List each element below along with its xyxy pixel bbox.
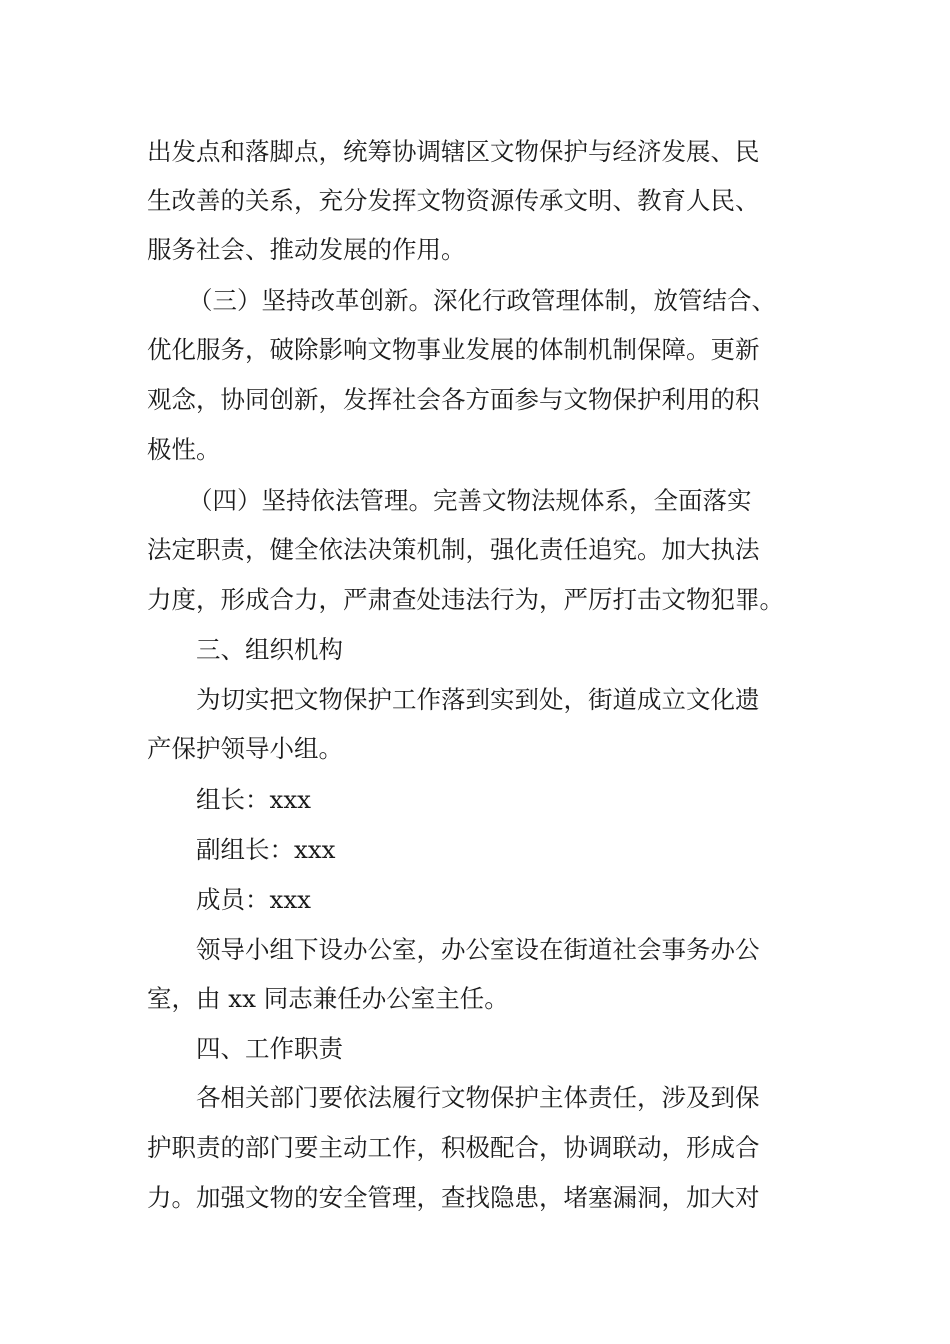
paragraph-line: 护职责的部门要主动工作，积极配合，协调联动，形成合 (147, 1133, 760, 1162)
paragraph-line: 优化服务，破除影响文物事业发展的体制机制保障。更新 (147, 335, 760, 364)
paragraph-line: 为切实把文物保护工作落到实到处，街道成立文化遗 (196, 685, 760, 714)
section-heading: 四、工作职责 (196, 1034, 343, 1063)
paragraph-line: 生改善的关系，充分发挥文物资源传承文明、教育人民、 (147, 186, 760, 215)
paragraph-line: 各相关部门要依法履行文物保护主体责任，涉及到保 (196, 1083, 760, 1112)
paragraph-line: 产保护领导小组。 (147, 734, 343, 763)
section-heading: 三、组织机构 (196, 635, 343, 664)
paragraph-line: 领导小组下设办公室，办公室设在街道社会事务办公 (196, 935, 760, 964)
paragraph-line: 观念，协同创新，发挥社会各方面参与文物保护利用的积 (147, 385, 760, 414)
paragraph-line: 室，由 xx 同志兼任办公室主任。 (147, 984, 509, 1013)
paragraph-line: （三）坚持改革创新。深化行政管理体制，放管结合、 (188, 286, 776, 315)
paragraph-line: 力。加强文物的安全管理，查找隐患，堵塞漏洞，加大对 (147, 1183, 760, 1212)
paragraph-line: 极性。 (147, 435, 221, 464)
member-line: 组长：xxx (196, 785, 311, 814)
paragraph-line: 服务社会、推动发展的作用。 (147, 235, 466, 264)
paragraph-line: （四）坚持依法管理。完善文物法规体系，全面落实 (188, 486, 752, 515)
paragraph-line: 法定职责，健全依法决策机制，强化责任追究。加大执法 (147, 535, 760, 564)
paragraph-line: 力度，形成合力，严肃查处违法行为，严厉打击文物犯罪。 (147, 585, 784, 614)
member-line: 成员：xxx (196, 885, 311, 914)
paragraph-line: 出发点和落脚点，统筹协调辖区文物保护与经济发展、民 (147, 137, 760, 166)
member-line: 副组长：xxx (196, 835, 336, 864)
